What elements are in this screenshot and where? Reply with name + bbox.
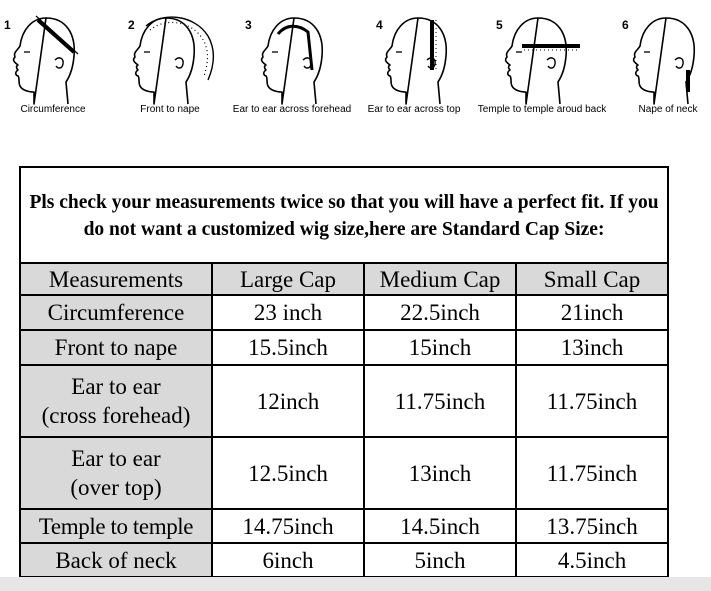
row-label-line2: (cross forehead) [41,403,191,428]
diagram-number: 6 [622,18,629,32]
row-label: Temple to temple [20,509,212,543]
large-cap-value: 12.5inch [212,437,364,509]
row-label [20,437,212,509]
table-row [20,509,668,543]
table-row [20,543,668,577]
table-header-row [20,263,668,295]
head-front-to-nape-icon [128,10,223,105]
head-ear-to-ear-top-icon [380,10,460,105]
medium-cap-value: 15inch [364,330,516,365]
small-cap-value: 4.5inch [516,543,668,577]
head-nape-of-neck-icon [628,10,708,105]
diagram-label: Circumference [20,104,86,115]
head-temple-to-temple-icon [500,10,590,105]
medium-cap-value: 5inch [364,543,516,577]
medium-cap-value: 14.5inch [364,509,516,543]
column-header-measurements: Measurements [20,263,212,295]
standard-cap-size-table [19,166,669,578]
row-label-line1: Ear to ear [71,446,161,471]
row-label [20,365,212,437]
bottom-strip [0,577,711,591]
medium-cap-value: 22.5inch [364,295,516,330]
column-header-medium-cap: Medium Cap [364,263,516,295]
diagram-label: Nape of neck [638,104,698,115]
small-cap-value: 11.75inch [516,437,668,509]
large-cap-value: 23 inch [212,295,364,330]
large-cap-value: 12inch [212,365,364,437]
diagram-label: Ear to ear across top [367,104,461,115]
measurement-notice: Pls check your measurements twice so that you will have a perfect fit. If you do not want a customized wig size,here are Standard Cap Size: [20,167,668,263]
small-cap-value: 11.75inch [516,365,668,437]
table-row [20,330,668,365]
column-header-small-cap: Small Cap [516,263,668,295]
table-row [20,437,668,509]
medium-cap-value: 11.75inch [364,365,516,437]
measurement-diagrams [0,0,711,130]
table-row [20,295,668,330]
small-cap-value: 21inch [516,295,668,330]
row-label: Front to nape [20,330,212,365]
diagram-label: Front to nape [140,104,200,115]
large-cap-value: 6inch [212,543,364,577]
large-cap-value: 15.5inch [212,330,364,365]
diagram-number: 5 [496,18,503,32]
diagram-label: Temple to temple aroud back [477,104,607,115]
small-cap-value: 13inch [516,330,668,365]
table-row [20,365,668,437]
column-header-large-cap: Large Cap [212,263,364,295]
row-label-line2: (over top) [70,475,162,500]
medium-cap-value: 13inch [364,437,516,509]
row-label: Circumference [20,295,212,330]
head-ear-to-ear-forehead-icon [256,10,336,105]
diagram-label: Ear to ear across forehead [232,104,352,115]
diagram-number: 4 [376,18,383,32]
diagram-number: 1 [4,18,11,32]
large-cap-value: 14.75inch [212,509,364,543]
row-label-line1: Ear to ear [71,374,161,399]
diagram-number: 3 [245,18,252,32]
diagram-number: 2 [128,18,135,32]
small-cap-value: 13.75inch [516,509,668,543]
row-label: Back of neck [20,543,212,577]
head-circumference-icon [8,10,88,105]
